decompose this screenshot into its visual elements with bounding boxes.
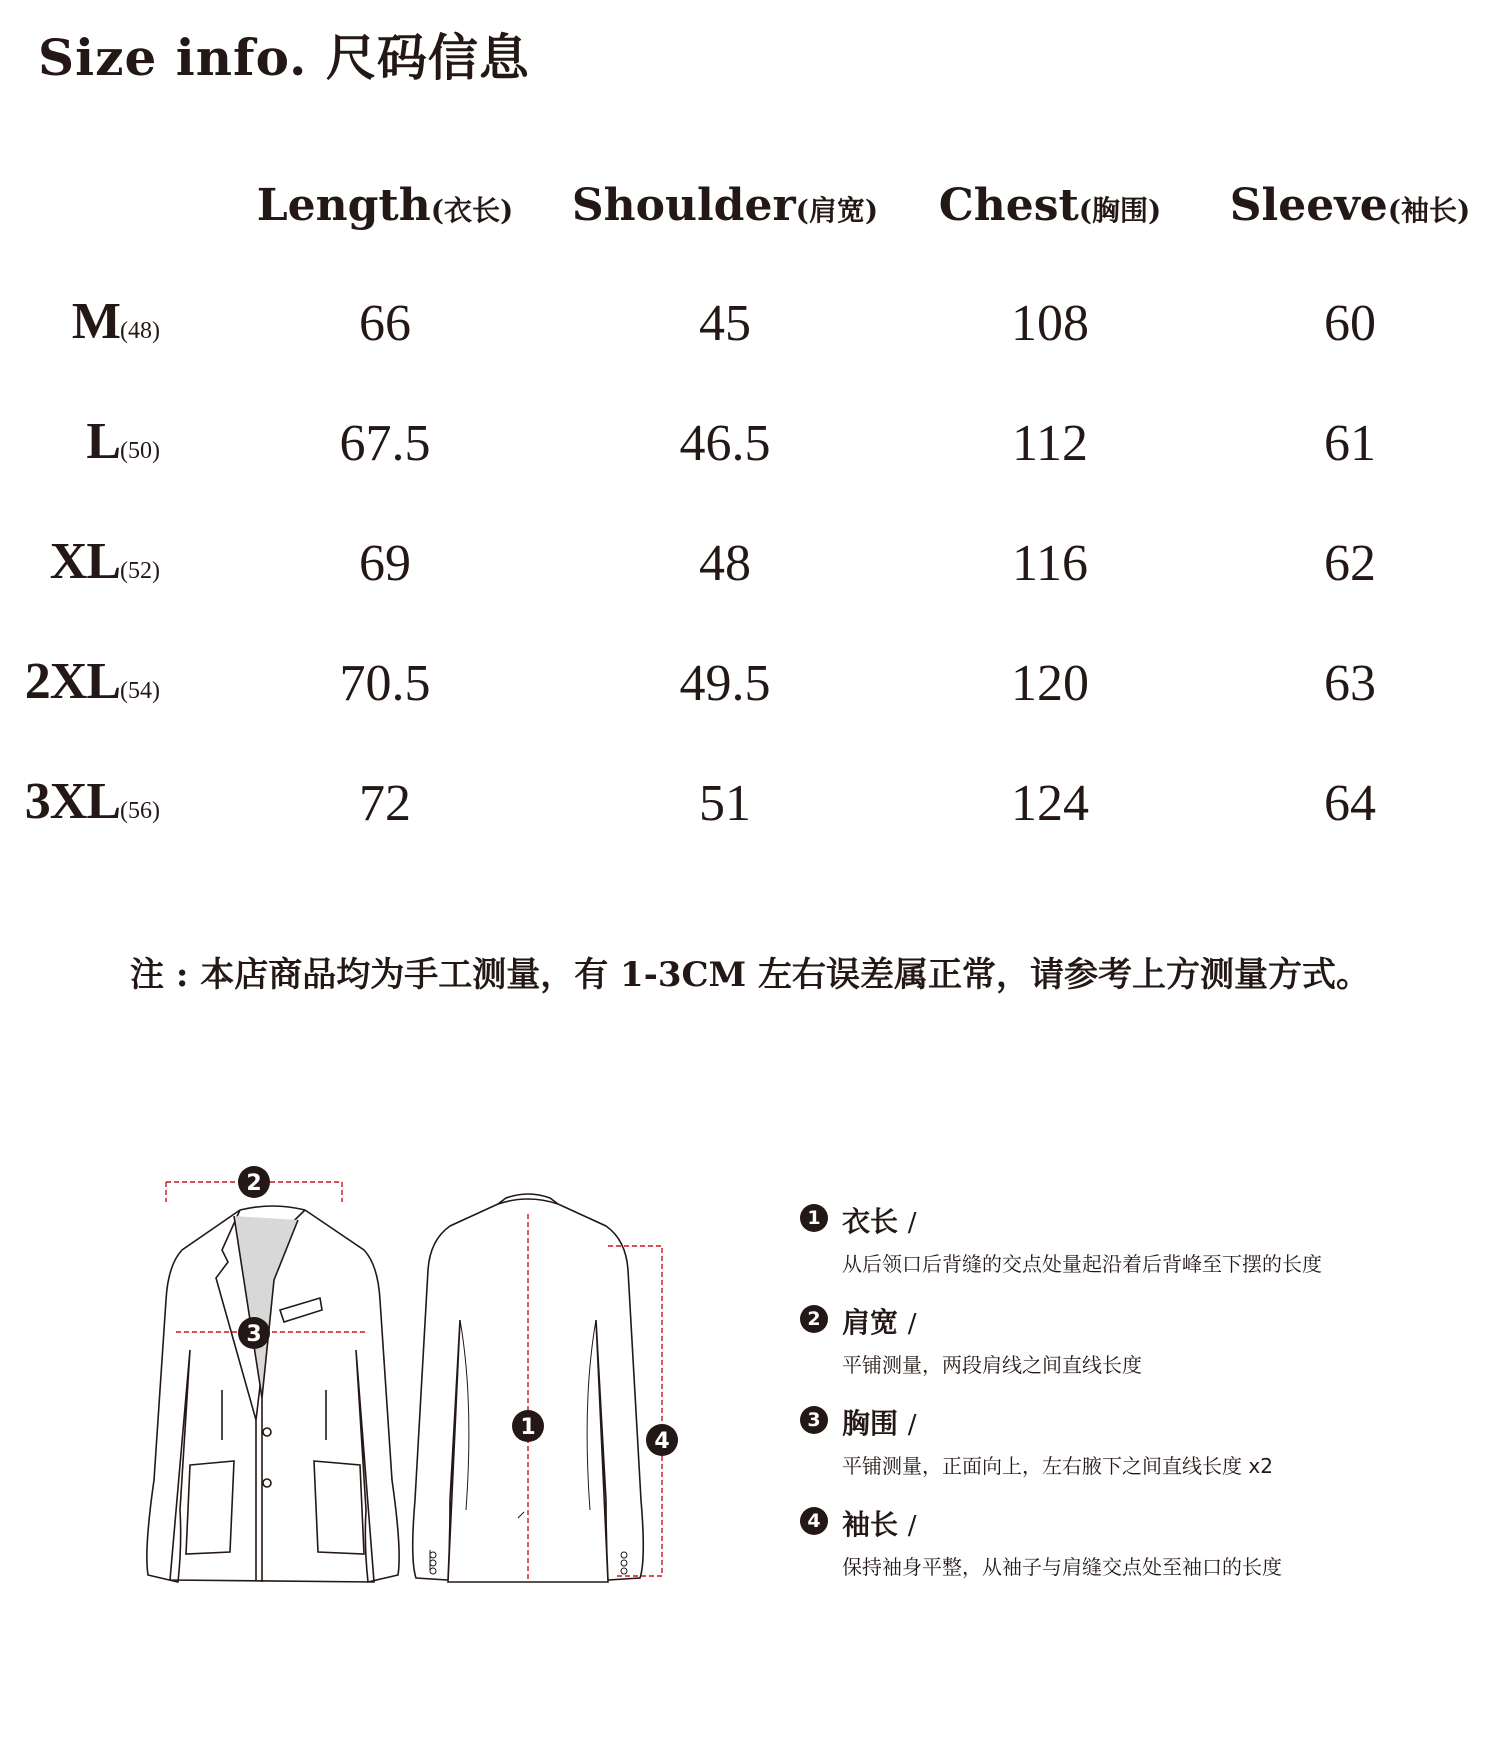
legend-title	[842, 1301, 917, 1341]
header-length	[257, 180, 514, 231]
header-label-zh: (衣长)	[430, 194, 514, 227]
table-header-row	[0, 150, 1500, 270]
cell-length: 70.5	[339, 655, 431, 712]
jacket-diagram	[130, 1150, 730, 1620]
legend-number-badge: 2	[800, 1305, 828, 1333]
legend-title	[842, 1402, 917, 1442]
size-name: 2XL	[24, 653, 121, 710]
cell-chest: 124	[1011, 775, 1089, 832]
size-eu: (56)	[120, 798, 160, 824]
legend-title	[842, 1503, 917, 1543]
legend-item	[800, 1200, 1450, 1301]
header-shoulder	[572, 180, 878, 231]
header-sleeve	[1230, 180, 1471, 231]
legend-description: 从后领口后背缝的交点处量起沿着后背峰至下摆的长度	[842, 1252, 1322, 1276]
legend-title-text: 袖长	[842, 1508, 899, 1541]
cell-sleeve: 61	[1324, 415, 1376, 472]
jacket-back-icon	[413, 1194, 644, 1582]
cell-sleeve: 63	[1324, 655, 1376, 712]
legend-item	[800, 1503, 1450, 1604]
page-title: Size info. 尺码信息	[38, 28, 530, 87]
header-label: Shoulder	[571, 180, 796, 231]
measurement-legend	[800, 1200, 1450, 1604]
cell-length: 72	[359, 775, 411, 832]
size-label	[25, 772, 160, 831]
marker-4	[646, 1424, 678, 1456]
legend-slash: /	[907, 1511, 917, 1541]
legend-slash: /	[907, 1410, 917, 1440]
legend-number-badge: 4	[800, 1507, 828, 1535]
table-row	[0, 750, 1500, 870]
size-label	[86, 412, 160, 471]
header-label-zh: (胸围)	[1078, 194, 1162, 227]
jacket-front-icon	[147, 1206, 399, 1582]
legend-slash: /	[907, 1309, 917, 1339]
cell-shoulder: 49.5	[679, 655, 771, 712]
table-row	[0, 630, 1500, 750]
cell-shoulder: 45	[699, 295, 751, 352]
cell-shoulder: 46.5	[679, 415, 771, 472]
size-name: L	[86, 413, 121, 470]
table-row	[0, 390, 1500, 510]
cell-shoulder: 51	[699, 775, 751, 832]
size-label	[25, 652, 160, 711]
header-label: Length	[256, 180, 431, 231]
marker-2	[238, 1166, 270, 1198]
legend-item	[800, 1402, 1450, 1503]
cell-sleeve: 60	[1324, 295, 1376, 352]
size-eu: (48)	[120, 318, 160, 344]
legend-title-text: 胸围	[842, 1407, 899, 1440]
legend-item	[800, 1301, 1450, 1402]
cell-length: 67.5	[339, 415, 431, 472]
cell-sleeve: 64	[1324, 775, 1376, 832]
cell-length: 69	[359, 535, 411, 592]
legend-slash: /	[907, 1208, 917, 1238]
size-eu: (50)	[120, 438, 160, 464]
cell-shoulder: 48	[699, 535, 751, 592]
legend-number-badge: 1	[800, 1204, 828, 1232]
table-row	[0, 510, 1500, 630]
size-name: XL	[49, 533, 121, 590]
header-label-zh: (肩宽)	[795, 194, 879, 227]
legend-title	[842, 1200, 917, 1240]
size-table	[0, 150, 1500, 870]
header-label-zh: (袖长)	[1387, 194, 1471, 227]
size-label	[50, 532, 160, 591]
header-label: Sleeve	[1229, 180, 1388, 231]
cell-chest: 108	[1011, 295, 1089, 352]
marker-1	[512, 1410, 544, 1442]
marker-3	[238, 1317, 270, 1349]
marker-4-label: 4	[654, 1429, 670, 1454]
legend-description: 平铺测量，正面向上，左右腋下之间直线长度 x2	[842, 1454, 1273, 1478]
cell-chest: 120	[1011, 655, 1089, 712]
cell-chest: 116	[1011, 535, 1089, 592]
size-label	[72, 292, 160, 351]
measurement-note: 注 : 本店商品均为手工测量，有 1-3CM 左右误差属正常，请参考上方测量方式。	[129, 955, 1371, 995]
marker-1-label: 1	[520, 1415, 536, 1440]
marker-2-label: 2	[246, 1171, 262, 1196]
size-eu: (52)	[120, 558, 160, 584]
table-row	[0, 270, 1500, 390]
size-eu: (54)	[120, 678, 160, 704]
cell-sleeve: 62	[1324, 535, 1376, 592]
header-label: Chest	[938, 180, 1079, 231]
legend-title-text: 衣长	[842, 1205, 899, 1238]
header-chest	[939, 180, 1162, 231]
legend-number-badge: 3	[800, 1406, 828, 1434]
cell-chest: 112	[1011, 415, 1089, 472]
marker-3-label: 3	[246, 1322, 262, 1347]
sleeve-measure-line	[608, 1246, 662, 1576]
legend-description: 平铺测量，两段肩线之间直线长度	[842, 1353, 1142, 1377]
legend-title-text: 肩宽	[842, 1306, 899, 1339]
size-name: 3XL	[24, 773, 121, 830]
legend-description: 保持袖身平整，从袖子与肩缝交点处至袖口的长度	[842, 1555, 1282, 1579]
cell-length: 66	[359, 295, 411, 352]
size-name: M	[71, 293, 121, 350]
